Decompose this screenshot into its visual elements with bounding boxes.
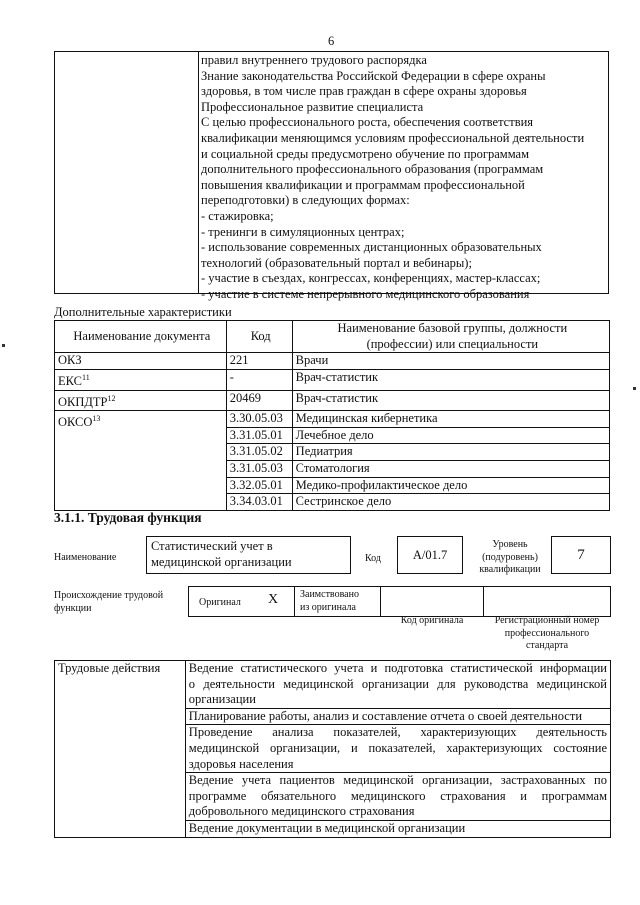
action-line: Ведение документации в медицинской организации [188,820,466,835]
code-cell: 3.31.05.01 [226,427,292,444]
table-header-row [55,321,610,353]
scan-mark-right [633,387,636,390]
text-line: правил внутреннего трудового распорядка [201,53,427,67]
action-item [185,708,610,725]
name-label: Наименование [54,552,117,563]
text-line: Профессиональное развитие специалиста [201,99,424,114]
action-line: добровольного медицинского страхования [188,804,415,819]
name-cell: Сестринское дело [292,494,609,511]
origin-label-line: Происхождение трудовой [54,590,164,601]
level-label-line: (подуровень) [482,551,538,563]
original-mark: X [268,592,279,607]
origin-code-cell [380,586,484,617]
text-line: С целью профессионального роста, обеспечения соответствия [201,115,534,130]
level-label-line: квалификации [479,564,541,575]
origin-label [54,590,163,615]
text-line: дополнительного профессионального образования (программам [201,162,544,177]
reg-number-line: профессионального [504,627,590,639]
level-box: 7 [551,536,611,574]
code-cell: 3.31.05.02 [226,444,292,461]
table-row [55,353,610,370]
header-code: Код [226,321,292,353]
action-item [185,773,610,821]
table-row [55,369,610,390]
function-name-line: медицинской организации [151,554,292,569]
text-line: - стажировка; [201,208,274,223]
table-row [55,390,610,411]
origin-reg-cell [483,586,611,617]
reg-number-line: Регистрационный номер [494,615,600,626]
top-left-cell [54,51,199,294]
function-heading: 3.1.1. Трудовая функция [54,510,202,525]
header-name [292,321,609,353]
action-item [185,820,610,837]
code-cell: - [226,369,292,390]
action-line: Ведение статистического учета и подготовка статистической информации [188,661,607,675]
code-cell: 3.34.03.01 [226,494,292,511]
name-cell: Врач-статистик [292,369,609,390]
action-line: Проведение анализа показателей, характеризующих деятельность [188,725,607,740]
action-line: программе обязательного медицинского страхования и программам [188,788,607,803]
header-name-line: (профессии) или специальности [366,336,539,351]
top-text-block [201,53,606,303]
action-line: Планирование работы, анализ и составление отчета о своей деятельности [188,708,583,723]
code-box: A/01.7 [397,536,463,574]
reg-number-label [483,615,611,653]
original-label: Оригинал [199,597,241,608]
text-line: здоровья, в том числе прав граждан в сфере охраны здоровья [201,84,527,99]
text-line: - использование современных дистанционных образовательных [201,240,542,255]
actions-label: Трудовые действия [55,661,186,838]
text-line: и социальной среды предусмотрено обучение по программам [201,146,530,161]
code-cell: 3.30.05.03 [226,411,292,428]
action-item [185,661,610,709]
code-cell: 221 [226,353,292,370]
borrowed-label-line: Заимствовано [300,589,359,600]
name-cell: Стоматология [292,461,609,478]
text-line: повышения квалификации и программам профессиональной [201,177,525,192]
action-line: о деятельности медицинской организации для руководства медицинской [188,676,607,691]
doc-cell: ОКЗ [55,353,227,370]
text-line: квалификации меняющимся условиям профессиональной деятельности [201,130,585,145]
action-line: медицинской организации, и показателей, характеризующих состояние [188,740,607,755]
page-number: 6 [328,34,335,48]
name-cell: Лечебное дело [292,427,609,444]
action-line: Ведение учета пациентов медицинской организации, застрахованных по [188,773,607,788]
text-line: - участие в системе непрерывного медицинского образования [201,286,530,301]
table-row [55,411,610,428]
code-cell: 3.31.05.03 [226,461,292,478]
scan-mark-left [2,344,5,347]
action-line: организации [188,692,256,707]
reg-number-line: стандарта [525,640,569,651]
header-doc: Наименование документа [55,321,227,353]
level-label [470,539,550,577]
section-title: Дополнительные характеристики [54,305,232,319]
code-cell: 20469 [226,390,292,411]
name-cell: Медицинская кибернетика [292,411,609,428]
text-line: технологий (образовательный портал и вебинары); [201,255,472,270]
function-name-box [146,536,351,574]
name-cell: Врач-статистик [292,390,609,411]
text-line: - тренинги в симуляционных центрах; [201,224,405,239]
text-line: - участие в съездах, конгрессах, конференциях, мастер-классах; [201,271,541,286]
code-cell: 3.32.05.01 [226,477,292,494]
characteristics-table [54,320,610,511]
actions-table [54,660,611,838]
borrowed-label [300,589,359,614]
code-label: Код [365,553,381,564]
doc-cell: ОКПДТР$^{12}$ [55,390,227,411]
action-item [185,725,610,773]
borrowed-label-line: из оригинала [300,601,356,613]
table-row [55,661,611,709]
name-cell: Медико-профилактическое дело [292,477,609,494]
text-line: Знание законодательства Российской Федерации в сфере охраны [201,68,546,83]
name-cell: Врачи [292,353,609,370]
doc-cell: ЕКС$^{11}$ [55,369,227,390]
name-cell: Педиатрия [292,444,609,461]
doc-cell: ОКСО$^{13}$ [55,411,227,511]
code-original-label: Код оригинала [400,615,464,626]
level-label-line: Уровень [492,539,528,550]
text-line: переподготовки) в следующих формах: [201,193,410,208]
origin-label-line: функции [54,602,92,614]
header-name-line: Наименование базовой группы, должности [337,321,568,335]
function-name-line: Статистический учет в [151,539,273,553]
action-line: здоровья населения [188,756,294,771]
